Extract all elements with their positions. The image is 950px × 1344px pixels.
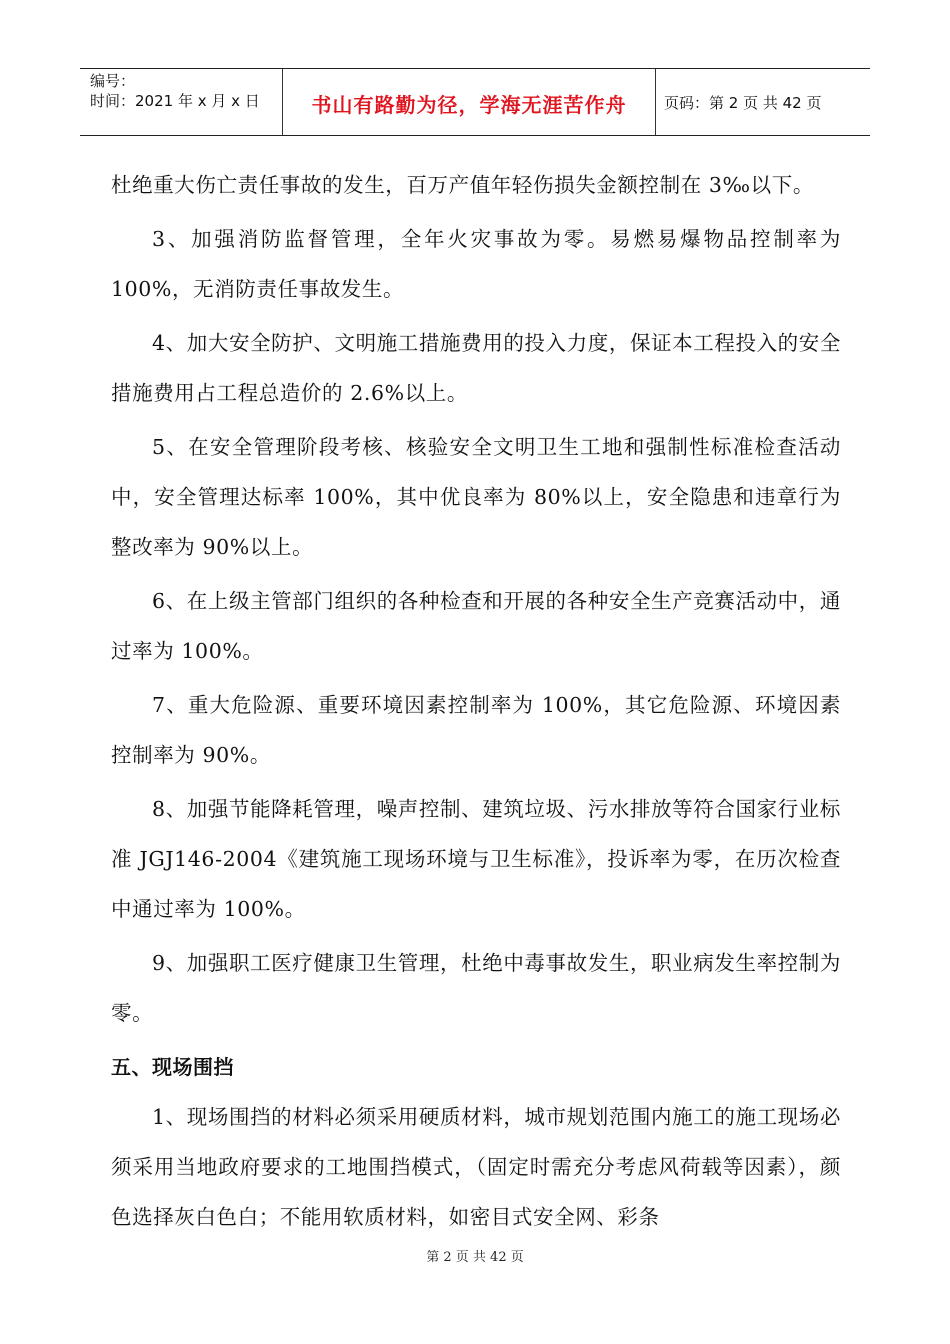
header-motto-cell [283, 69, 656, 135]
section-heading: 五、现场围挡 [111, 1055, 234, 1079]
document-date-label: 时间：2021 年 x 月 x 日 [90, 92, 260, 110]
header-motto: 书山有路勤为径，学海无涯苦作舟 [311, 92, 627, 117]
footer-page-number: 第 2 页 共 42 页 [426, 1250, 524, 1265]
document-body [111, 160, 841, 1246]
page-footer [0, 1246, 950, 1265]
header-page-cell [656, 69, 870, 135]
body-paragraph: 9、加强职工医疗健康卫生管理，杜绝中毒事故发生，职业病发生率控制为零。 [111, 951, 841, 1025]
body-paragraph: 5、在安全管理阶段考核、核验安全文明卫生工地和强制性标准检查活动中，安全管理达标率 100%，其中优良率为 80%以上，安全隐患和违章行为整改率为 90%以上。 [111, 435, 841, 559]
document-number-label: 编号： [90, 72, 136, 90]
body-paragraph: 6、在上级主管部门组织的各种检查和开展的各种安全生产竞赛活动中，通过率为 100%。 [111, 589, 841, 663]
header-meta-cell [80, 69, 283, 135]
body-paragraph: 3、加强消防监督管理，全年火灾事故为零。易燃易爆物品控制率为 100%，无消防责任事故发生。 [111, 227, 841, 301]
body-paragraph: 7、重大危险源、重要环境因素控制率为 100%，其它危险源、环境因素控制率为 90%。 [111, 693, 841, 767]
header-page-info: 页码：第 2 页 共 42 页 [664, 93, 822, 112]
page-header [80, 68, 870, 136]
body-paragraph: 杜绝重大伤亡责任事故的发生，百万产值年轻伤损失金额控制在 3‰以下。 [111, 173, 814, 197]
body-paragraph: 4、加大安全防护、文明施工措施费用的投入力度，保证本工程投入的安全措施费用占工程总造价的 2.6%以上。 [111, 331, 841, 405]
body-paragraph: 8、加强节能降耗管理，噪声控制、建筑垃圾、污水排放等符合国家行业标准 JGJ146-2004《建筑施工现场环境与卫生标准》，投诉率为零，在历次检查中通过率为 100%。 [111, 797, 841, 921]
section-paragraph: 1、现场围挡的材料必须采用硬质材料，城市规划范围内施工的施工现场必须采用当地政府要求的工地围挡模式，（固定时需充分考虑风荷载等因素），颜色选择灰白色白；不能用软质材料，如密目式安全网、彩条 [111, 1105, 841, 1229]
